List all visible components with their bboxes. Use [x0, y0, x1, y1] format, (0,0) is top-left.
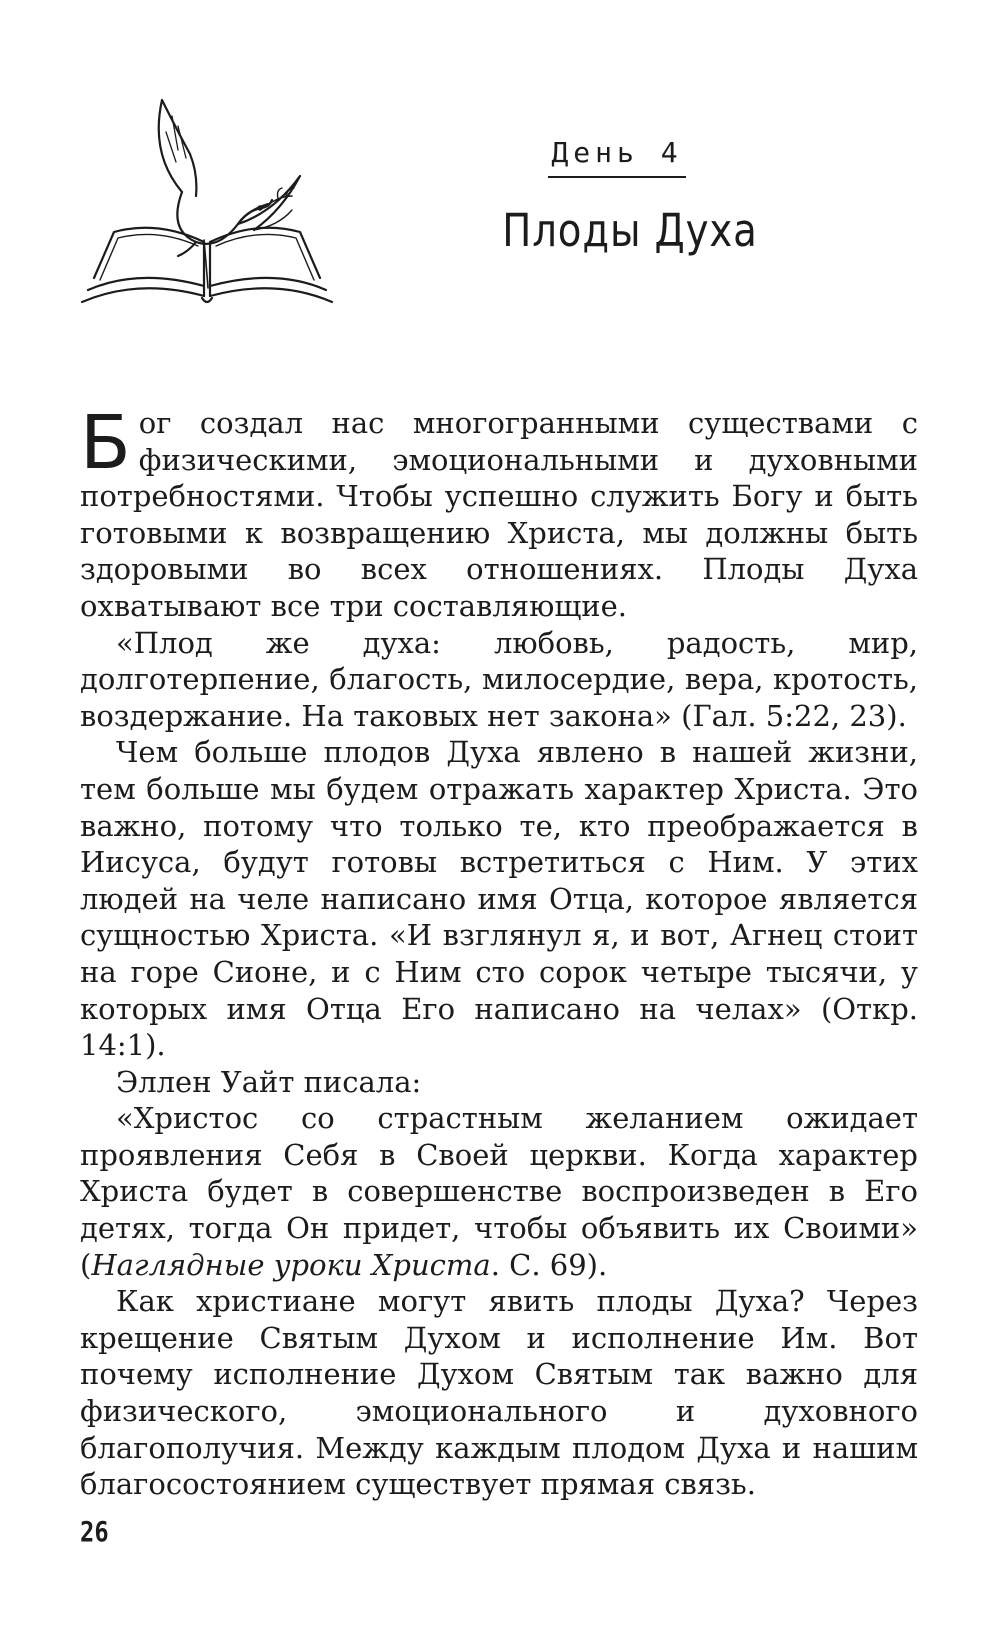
paragraph-character: Чем больше плодов Духа явлено в нашей жизни, тем больше мы будем отражать характер Христа. Это важно, потому что только те, кто преображается в Иисуса, будут готовы встретиться с Ним. У этих людей на челе написано имя Отца, которое является сущностью Христа. «И взглянул я, и вот, Агнец стоит на горе Сионе, и с Ним сто сорок четыре тысячи, у которых имя Отца Его написано на челах» (Откр. 14:1).	[80, 735, 918, 1063]
paragraph-intro	[80, 400, 918, 625]
paragraph-author-intro: Эллен Уайт писала:	[116, 1064, 422, 1099]
day-label: День 4	[548, 136, 686, 178]
dove-over-open-book-icon	[78, 92, 336, 314]
quote-source: Наглядные уроки Христа	[91, 1247, 491, 1282]
ellen-white-quote: «Христос со страстным желанием ожидает проявления Себя в Своей церкви. Когда характер Христа будет в совершенстве воспроизведен в Его детях, тогда Он придет, чтобы объявить их Своими» (Наглядные уроки Христа. С. 69).	[80, 1101, 918, 1282]
page-number: 26	[80, 1515, 109, 1548]
chapter-title: Плоды Духа	[502, 204, 758, 257]
paragraph-conclusion: Как христиане могут явить плоды Духа? Через крещение Святым Духом и исполнение Им. Вот почему исполнение Духом Святым так важно для физического, эмоционального и духовного благополучия. Между каждым плодом Духа и нашим благосостоянием существует прямая связь.	[80, 1284, 918, 1502]
paragraph-intro-text: ог создал нас многогранными существами с физическими, эмоциональными и духовными потребностями. Чтобы успешно служить Богу и быть готовыми к возвращению Христа, мы должны быть здоровыми во всех отношениях. Плоды Духа охватывают все три составляющие.	[80, 406, 918, 623]
drop-cap: Б	[80, 400, 131, 486]
scripture-quote: «Плод же духа: любовь, радость, мир, долготерпение, благость, милосердие, вера, кротость, воздержание. На таковых нет закона» (Гал. 5:22, 23).	[80, 625, 918, 733]
article-body	[80, 400, 918, 1503]
